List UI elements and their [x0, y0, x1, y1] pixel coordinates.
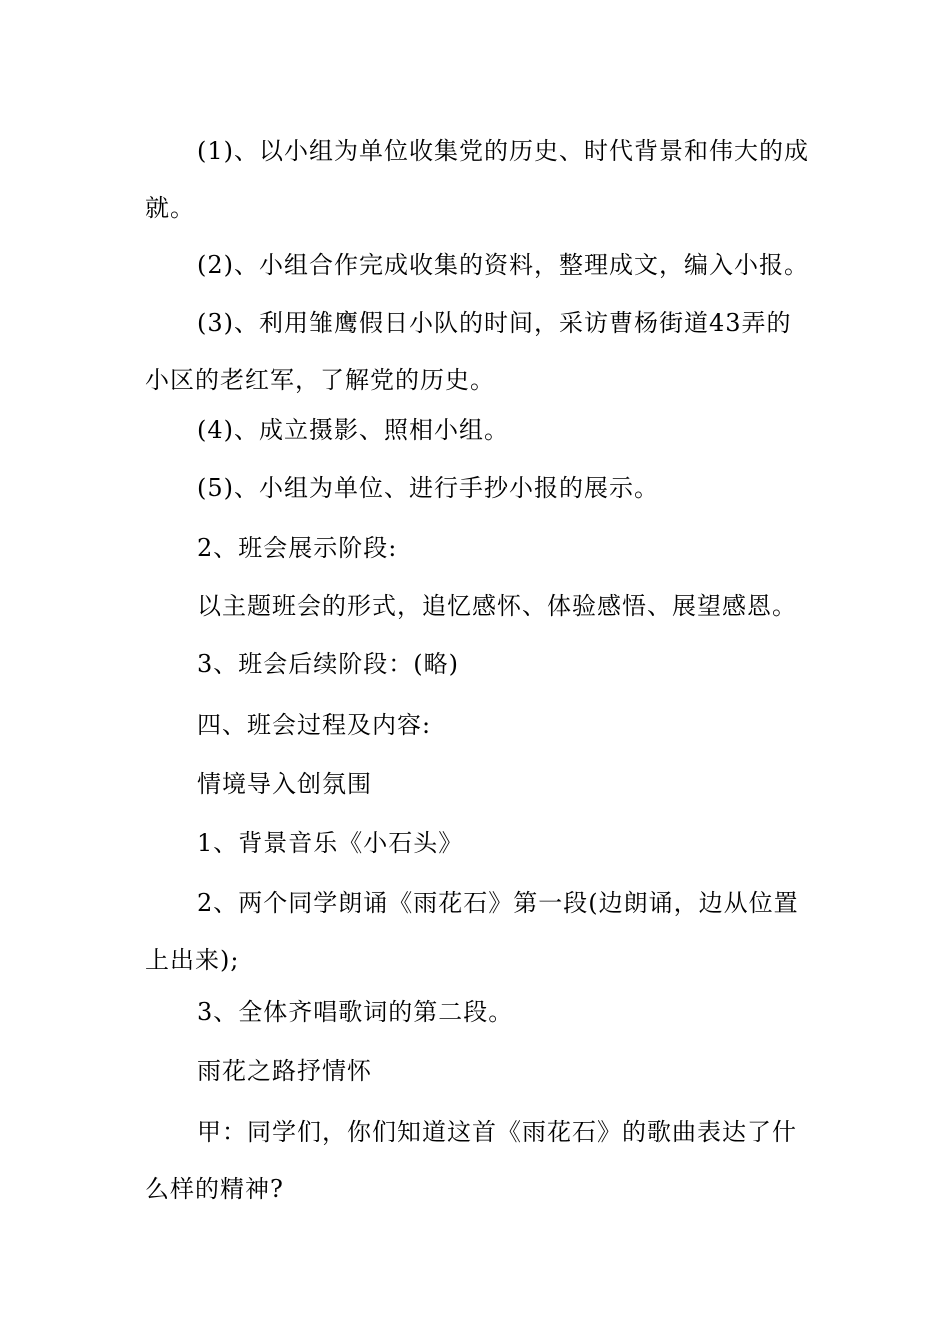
paragraph-step-2: (2)、小组合作完成收集的资料，整理成文，编入小报。: [197, 251, 809, 279]
paragraph-display-form: 以主题班会的形式，追忆感怀、体验感悟、展望感恩。: [197, 592, 797, 620]
paragraph-step-3: (3)、利用雏鹰假日小队的时间，采访曹杨街道43弄的小区的老红军，了解党的历史。: [145, 309, 792, 394]
heading-yuhua-road: 雨花之路抒情怀: [197, 1057, 372, 1085]
paragraph-step-1: (1)、以小组为单位收集党的历史、时代背景和伟大的成就。: [145, 137, 809, 222]
heading-followup-stage: 3、班会后续阶段：(略): [197, 650, 459, 678]
paragraph-recitation: 2、两个同学朗诵《雨花石》第一段(边朗诵，边从位置上出来);: [145, 889, 799, 974]
heading-scene-intro: 情境导入创氛围: [197, 770, 372, 798]
paragraph-step-4: (4)、成立摄影、照相小组。: [197, 416, 509, 444]
paragraph-background-music: 1、背景音乐《小石头》: [197, 829, 464, 857]
paragraph-speaker-jia: 甲：同学们，你们知道这首《雨花石》的歌曲表达了什么样的精神?: [145, 1118, 797, 1203]
heading-display-stage: 2、班会展示阶段:: [197, 534, 398, 562]
paragraph-group-singing: 3、全体齐唱歌词的第二段。: [197, 998, 514, 1026]
heading-process-content: 四、班会过程及内容:: [197, 711, 432, 739]
paragraph-step-5: (5)、小组为单位、进行手抄小报的展示。: [197, 474, 659, 502]
